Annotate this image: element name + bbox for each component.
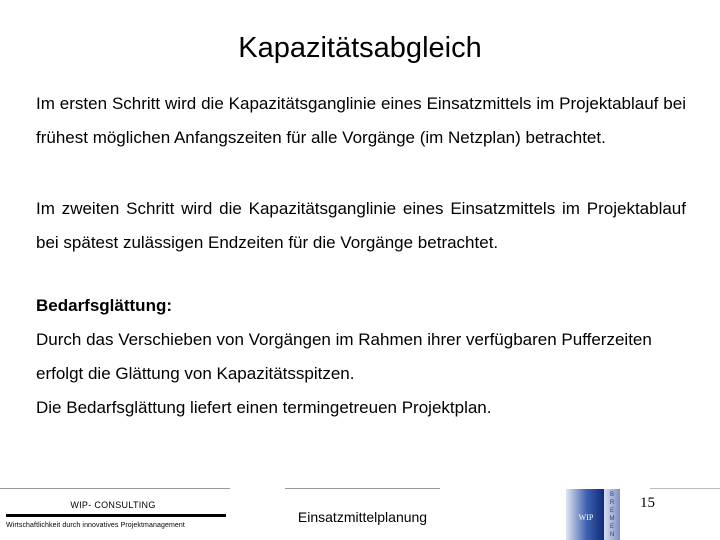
- wip-bremen-logo-icon: [566, 489, 635, 540]
- svg-text:R: R: [609, 500, 615, 506]
- definition-block: [36, 289, 696, 425]
- paragraph-first-step: Im ersten Schritt wird die Kapazitätsganglinie eines Einsatzmittels im Projektablauf bei frühest möglichen Anfangszeiten für alle Vorgänge (im Netzplan) betrachtet.: [36, 94, 686, 147]
- footer-divider-right: [650, 488, 720, 489]
- svg-text:N: N: [609, 532, 615, 538]
- definition-line-2: erfolgt die Glättung von Kapazitätsspitzen.: [36, 364, 355, 383]
- footer-topic: Einsatzmittelplanung: [297, 509, 428, 525]
- footer-divider-center: [285, 488, 440, 489]
- svg-text:M: M: [609, 516, 615, 522]
- paragraph-second-step: Im zweiten Schritt wird die Kapazitätsganglinie eines Einsatzmittels im Projektablauf bei spätest zulässigen Endzeiten für die Vorgänge betrachtet.: [36, 199, 686, 252]
- footer-company: WIP- CONSULTING: [70, 500, 156, 510]
- footer-underline: [6, 514, 226, 517]
- footer-tagline: Wirtschaftlichkeit durch innovatives Projektmanagement: [6, 522, 185, 529]
- svg-text:B: B: [609, 492, 615, 498]
- slide-title: Kapazitätsabgleich: [238, 32, 482, 64]
- page-number: 15: [640, 495, 655, 511]
- footer-divider-left: [0, 488, 230, 489]
- definition-line-1: Durch das Verschieben von Vorgängen im Rahmen ihrer verfügbaren Pufferzeiten: [36, 330, 652, 349]
- svg-text:E: E: [609, 524, 615, 530]
- logo-left-text: WIP: [578, 513, 594, 522]
- definition-heading: Bedarfsglättung:: [36, 296, 172, 315]
- svg-text:E: E: [609, 508, 615, 514]
- definition-line-3: Die Bedarfsglättung liefert einen termingetreuen Projektplan.: [36, 398, 492, 417]
